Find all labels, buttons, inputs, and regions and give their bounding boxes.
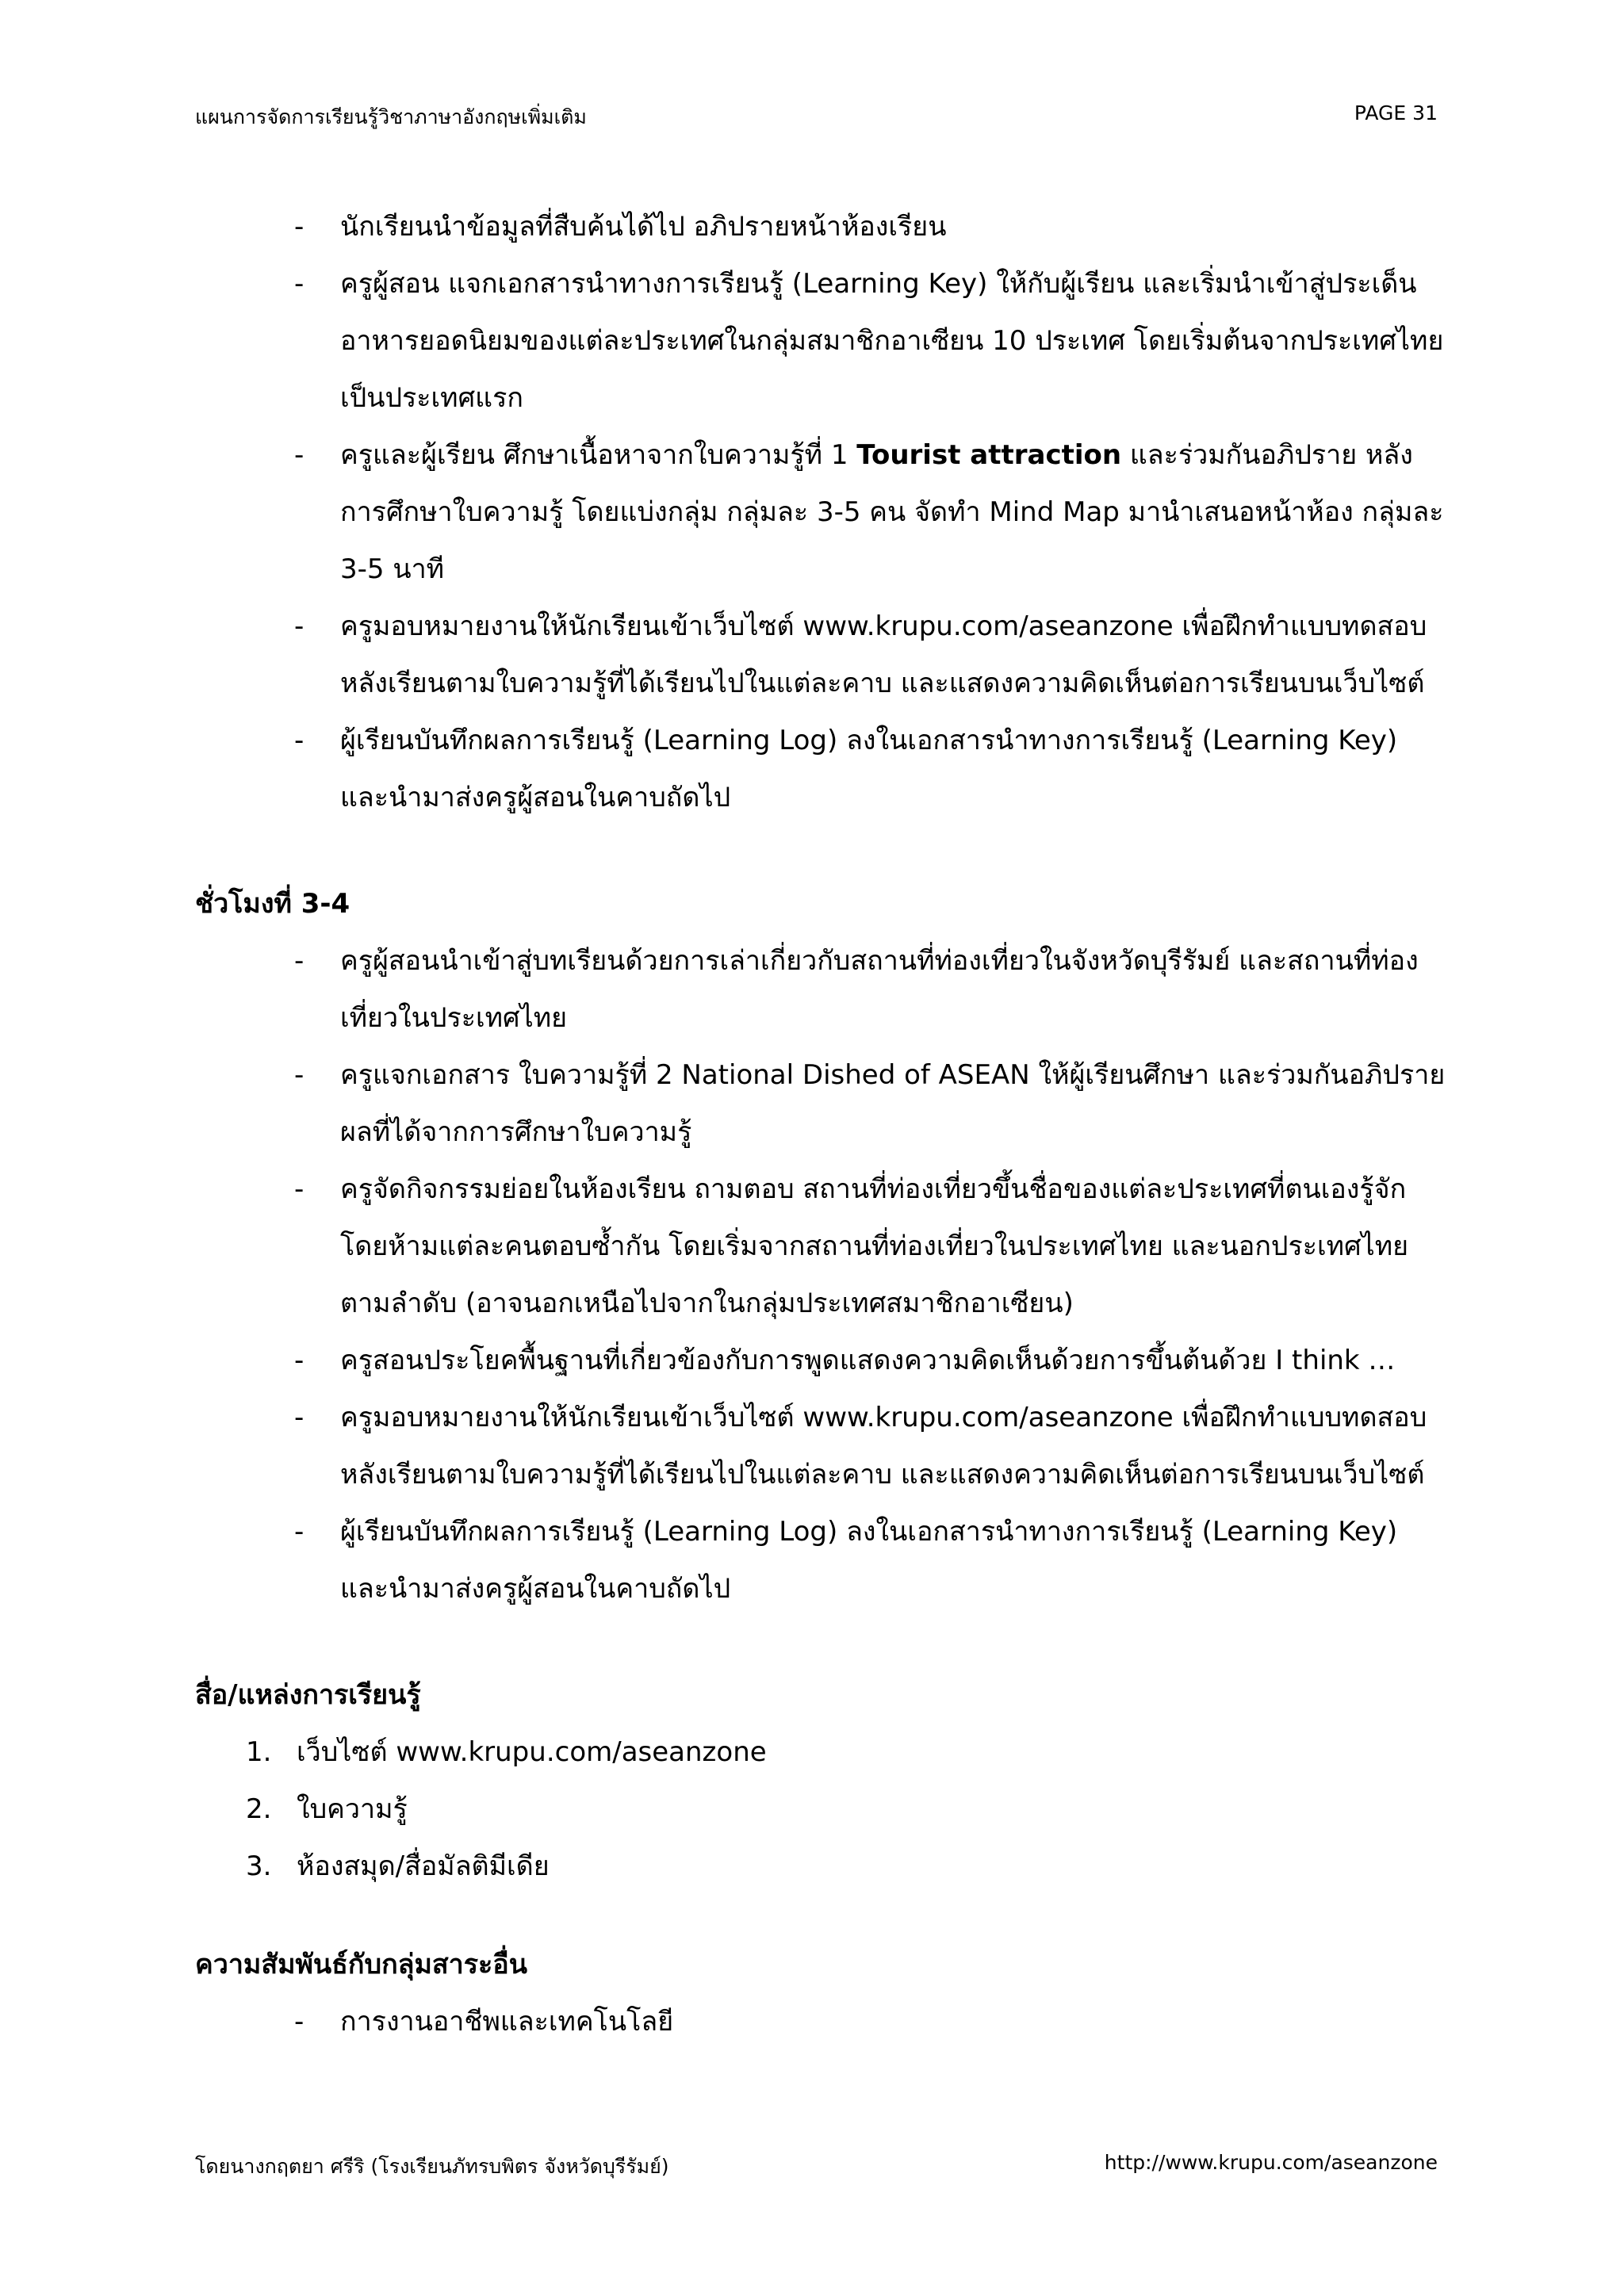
list-item-text: ครูแจกเอกสาร ใบความรู้ที่ 2 National Dished of ASEAN ให้ผู้เรียนศึกษา และร่วมกันอภิปรายผลที่ได้จากการศึกษาใบความรู้ xyxy=(340,1059,1446,1148)
page-number: PAGE 31 xyxy=(1354,101,1438,124)
bullet-dash: - xyxy=(294,1173,304,1205)
list-item xyxy=(195,1838,1448,1895)
list-item xyxy=(195,598,1448,712)
list-number: 3. xyxy=(246,1850,272,1882)
hours-activity-list xyxy=(195,932,1448,1617)
list-item-text: ครูผู้สอนนำเข้าสู่บทเรียนด้วยการเล่าเกี่ยวกับสถานที่ท่องเที่ยวในจังหวัดบุรีรัมย์ และสถานที่ท่องเที่ยวในประเทศไทย xyxy=(340,945,1419,1034)
list-item xyxy=(195,712,1448,826)
list-item xyxy=(195,427,1448,598)
relation-list xyxy=(195,1993,1448,2050)
section-heading-hours: ชั่วโมงที่ 3-4 xyxy=(195,888,350,920)
list-item-text: ครูมอบหมายงานให้นักเรียนเข้าเว็บไซต์ www.krupu.com/aseanzone เพื่อฝึกทำแบบทดสอบหลังเรียนตามใบความรู้ที่ได้เรียนไปในแต่ละคาบ และแสดงความคิดเห็นต่อการเรียนบนเว็บไซต์ xyxy=(340,610,1427,699)
page-footer xyxy=(195,2151,1438,2183)
list-item-text: การงานอาชีพและเทคโนโลยี xyxy=(340,2006,674,2038)
bullet-dash: - xyxy=(294,1402,304,1433)
page-content xyxy=(195,198,1448,2050)
bullet-dash: - xyxy=(294,610,304,642)
section-heading-media: สื่อ/แหล่งการเรียนรู้ xyxy=(195,1679,421,1711)
bullet-dash: - xyxy=(294,1059,304,1091)
bullet-dash: - xyxy=(294,1516,304,1548)
list-item xyxy=(195,1503,1448,1617)
text-segment: ครูและผู้เรียน ศึกษาเนื้อหาจากใบความรู้ที่ 1 xyxy=(340,439,857,471)
list-item-text: ครูจัดกิจกรรมย่อยในห้องเรียน ถามตอบ สถานที่ท่องเที่ยวขึ้นชื่อของแต่ละประเทศที่ตนเองรู้จัก โดยห้ามแต่ละคนตอบซ้ำกัน โดยเริ่มจากสถานที่ท่องเที่ยวในประเทศไทย และนอกประเทศไทยตามลำดับ (อาจนอกเหนือไปจากในกลุ่มประเทศสมาชิกอาเซียน) xyxy=(340,1173,1409,1319)
list-item-text: ครูผู้สอน แจกเอกสารนำทางการเรียนรู้ (Learning Key) ให้กับผู้เรียน และเริ่มนำเข้าสู่ประเด็น อาหารยอดนิยมของแต่ละประเทศในกลุ่มสมาชิกอาเซียน 10 ประเทศ โดยเริ่มต้นจากประเทศไทยเป็นประเทศแรก xyxy=(340,268,1444,414)
bullet-dash: - xyxy=(294,268,304,300)
bullet-dash: - xyxy=(294,945,304,977)
page-header xyxy=(195,101,1438,133)
list-item xyxy=(195,1332,1448,1389)
bullet-dash: - xyxy=(294,439,304,471)
footer-author: โดยนางกฤตยา ศรีริ (โรงเรียนภัทรบพิตร จังหวัดบุรีรัมย์) xyxy=(195,2155,669,2178)
bold-term: Tourist attraction xyxy=(856,439,1122,471)
list-item-text: ห้องสมุด/สื่อมัลติมีเดีย xyxy=(297,1850,550,1882)
list-item xyxy=(195,932,1448,1047)
list-item-text: นักเรียนนำข้อมูลที่สืบค้นได้ไป อภิปรายหน้าห้องเรียน xyxy=(340,211,947,243)
bullet-dash: - xyxy=(294,1345,304,1376)
section-spacer xyxy=(195,1895,1448,1936)
list-item xyxy=(195,1161,1448,1332)
text-segment: และร่วมกันอภิปราย หลังการศึกษาใบความรู้ โดยแบ่งกลุ่ม กลุ่มละ 3-5 คน จัดทำ Mind Map มานำเสนอหน้าห้อง กลุ่มละ 3-5 นาที xyxy=(340,439,1444,585)
list-item-text: เว็บไซต์ www.krupu.com/aseanzone xyxy=(297,1736,767,1768)
list-item xyxy=(195,1993,1448,2050)
list-item-text: ครูมอบหมายงานให้นักเรียนเข้าเว็บไซต์ www.krupu.com/aseanzone เพื่อฝึกทำแบบทดสอบหลังเรียนตามใบความรู้ที่ได้เรียนไปในแต่ละคาบ และแสดงความคิดเห็นต่อการเรียนบนเว็บไซต์ xyxy=(340,1402,1427,1490)
bullet-dash: - xyxy=(294,725,304,756)
list-item-text: ผู้เรียนบันทึกผลการเรียนรู้ (Learning Log) ลงในเอกสารนำทางการเรียนรู้ (Learning Key) และนำมาส่งครูผู้สอนในคาบถัดไป xyxy=(340,725,1398,813)
list-item xyxy=(195,255,1448,427)
media-list xyxy=(195,1724,1448,1895)
list-item xyxy=(195,1047,1448,1161)
list-item-text: ผู้เรียนบันทึกผลการเรียนรู้ (Learning Log) ลงในเอกสารนำทางการเรียนรู้ (Learning Key) และนำมาส่งครูผู้สอนในคาบถัดไป xyxy=(340,1516,1398,1605)
intro-activity-list xyxy=(195,198,1448,826)
list-item xyxy=(195,1724,1448,1781)
bullet-dash: - xyxy=(294,2006,304,2038)
list-number: 2. xyxy=(246,1793,272,1825)
list-number: 1. xyxy=(246,1736,272,1768)
list-item xyxy=(195,1781,1448,1838)
list-item-text: ครูสอนประโยคพื้นฐานที่เกี่ยวข้องกับการพูดแสดงความคิดเห็นด้วยการขึ้นต้นด้วย I think … xyxy=(340,1345,1396,1376)
section-spacer xyxy=(195,826,1448,875)
list-item xyxy=(195,1389,1448,1503)
bullet-dash: - xyxy=(294,211,304,243)
list-item-text: ใบความรู้ xyxy=(297,1793,408,1825)
section-spacer xyxy=(195,1617,1448,1667)
footer-url: http://www.krupu.com/aseanzone xyxy=(1104,2151,1438,2174)
section-heading-relation: ความสัมพันธ์กับกลุ่มสาระอื่น xyxy=(195,1949,527,1980)
list-item-text xyxy=(340,427,1448,598)
header-title: แผนการจัดการเรียนรู้วิชาภาษาอังกฤษเพิ่มเติม xyxy=(195,105,587,128)
list-item xyxy=(195,198,1448,255)
